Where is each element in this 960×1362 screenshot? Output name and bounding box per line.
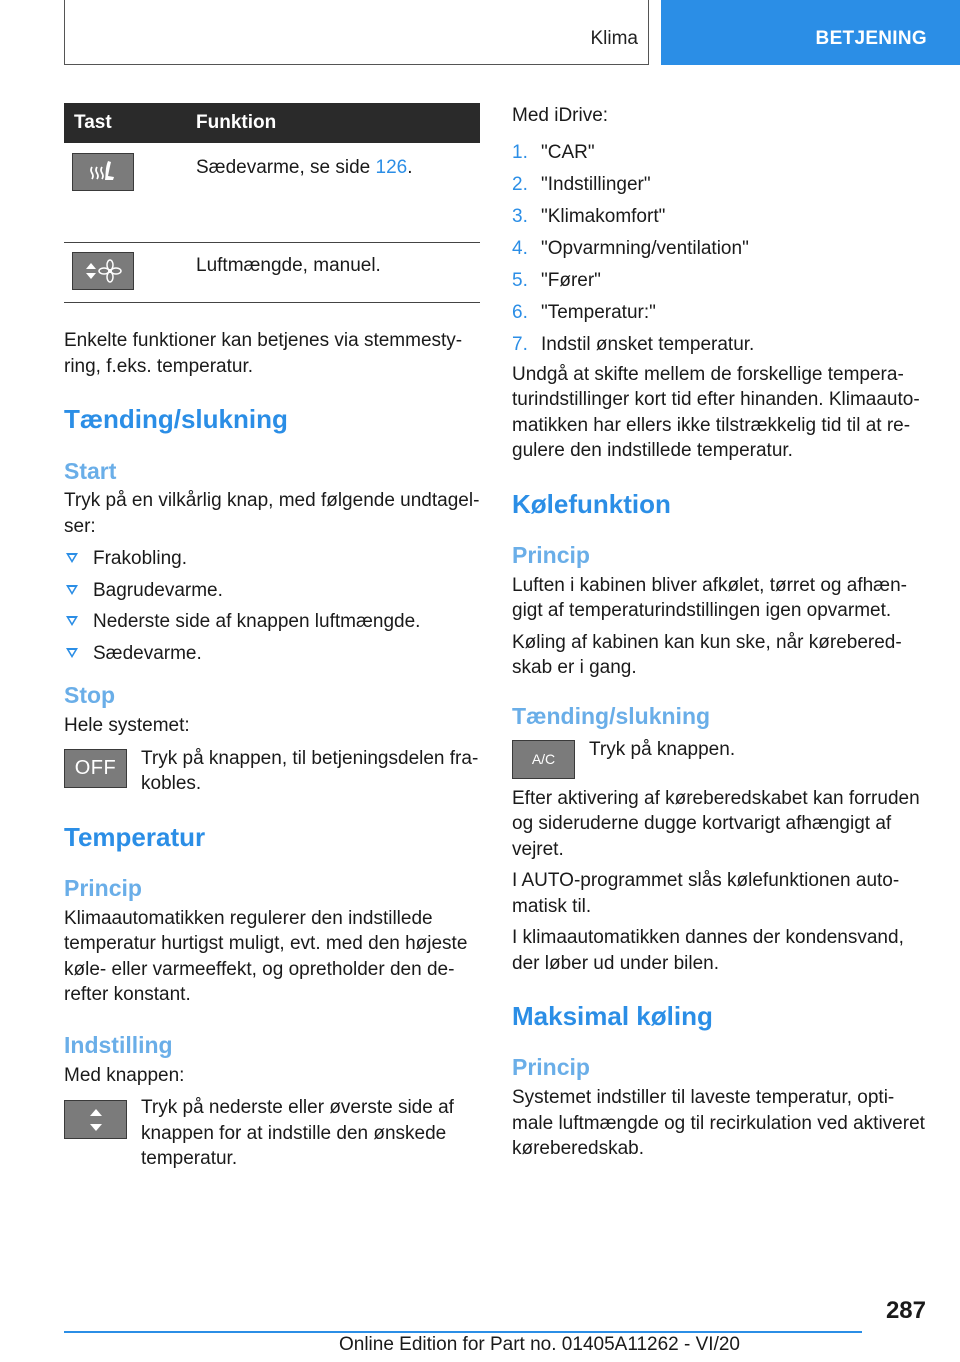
header-chapter-tab	[661, 0, 960, 65]
condensation-text: I klimaautomatikken dannes der kondensvand, der løber ud under bilen.	[512, 927, 904, 974]
table-header-function: Funktion	[196, 112, 277, 133]
heading-temperature: Temperatur	[64, 821, 206, 852]
ac-button-row	[512, 737, 928, 781]
list-item: 1. "CAR"	[512, 141, 595, 163]
table-header-key: Tast	[74, 112, 112, 133]
start-text: Tryk på en vilkårlig knap, med følgende undtagel-ser:	[64, 490, 480, 537]
off-button-row	[64, 746, 480, 797]
after-activation-text: Efter aktivering af køreberedskabet kan forruden og sideruderne dugge kortvarigt afhængigt af vejret.	[512, 787, 920, 860]
cooling-condition-text: Køling af kabinen kan kun ske, når kørebered-skab er i gang.	[512, 631, 902, 678]
stop-button-text: Tryk på knappen, til betjeningsdelen fra-kobles.	[141, 747, 479, 794]
header-frame	[64, 0, 649, 65]
heading-principle: Princip	[512, 1054, 590, 1080]
heading-stop: Stop	[64, 682, 116, 708]
ac-key-icon: A/C	[512, 740, 575, 779]
header-section-title: Klima	[590, 28, 638, 49]
table-header	[64, 103, 480, 143]
triangle-bullet-icon	[66, 616, 78, 626]
seat-heating-text: Sædevarme, se side	[196, 157, 376, 178]
triangle-bullet-icon	[66, 553, 78, 563]
heading-max-cooling: Maksimal køling	[512, 1001, 713, 1031]
idrive-intro: Med iDrive:	[512, 105, 609, 126]
exceptions-list	[64, 546, 480, 666]
principle-text: Klimaautomatikken regulerer den indstillede temperatur hurtigst muligt, evt. med den højeste køle- eller varmeeffekt, og opretholder den de-refter konstant.	[64, 907, 468, 1005]
max-cooling-text: Systemet indstiller til laveste temperatur, opti-male luftmængde og til recirkulation ved aktiveret køreberedskab.	[512, 1087, 925, 1159]
list-item: 7. Indstil ønsket temperatur.	[512, 333, 755, 355]
list-item: Frakobling.	[64, 546, 480, 572]
table-row	[64, 243, 480, 303]
list-item: 6. "Temperatur:"	[512, 301, 656, 323]
heading-setting: Indstilling	[64, 1031, 173, 1058]
stop-text: Hele systemet:	[64, 715, 190, 736]
table-row: Sædevarme, se side 126.	[64, 143, 480, 243]
footer-edition: Online Edition for Part no. 01405A11262 - VI/20	[338, 1334, 740, 1355]
temperature-button-row	[64, 1095, 480, 1172]
air-volume-text: Luftmængde, manuel.	[196, 255, 381, 276]
page-number: 287	[885, 1297, 926, 1324]
list-item: Nederste side af knappen luftmængde.	[64, 609, 480, 635]
header-chapter-title: BETJENING	[815, 28, 927, 49]
auto-program-text: I AUTO-programmet slås kølefunktionen auto-matisk til.	[512, 870, 900, 917]
cooling-principle-text: Luften i kabinen bliver afkølet, tørret og afhæn-gigt af temperaturindstillingen igen opvarmet.	[512, 574, 907, 621]
list-item: Bagrudevarme.	[64, 578, 480, 604]
avoid-switching-text: Undgå at skifte mellem de forskellige tempera-turindstillinger kort tid efter hinanden. Klimaauto-matikken har ellers ikke tilstrækkelig tid til at re-gulere den indstillede temperatur.	[512, 363, 920, 461]
temperature-up-down-icon	[64, 1100, 127, 1139]
heading-cooling: Kølefunktion	[512, 488, 671, 519]
list-item: 3. "Klimakomfort"	[512, 205, 666, 227]
list-item: Sædevarme.	[64, 641, 480, 667]
heading-on-off: Tænding/slukning	[64, 404, 288, 434]
triangle-bullet-icon	[66, 585, 78, 595]
triangle-bullet-icon	[66, 648, 78, 658]
list-item: 5. "Fører"	[512, 269, 601, 291]
heading-on-off-cooling: Tænding/slukning	[512, 702, 711, 729]
list-item: 4. "Opvarmning/ventilation"	[512, 237, 749, 259]
left-column	[64, 103, 480, 1172]
setting-button-text: Tryk på nederste eller øverste side af knappen for at indstille den ønskede temperatur.	[141, 1097, 454, 1169]
voice-control-text: Enkelte funktioner kan betjenes via stemmesty-ring, f.eks. temperatur.	[64, 330, 463, 377]
setting-text: Med knappen:	[64, 1064, 185, 1086]
heading-start: Start	[64, 458, 117, 484]
ac-button-text: Tryk på knappen.	[589, 738, 736, 760]
seat-heating-icon	[72, 153, 134, 191]
heading-principle: Princip	[512, 541, 590, 568]
list-item: 2. "Indstillinger"	[512, 173, 651, 195]
heading-principle: Princip	[64, 874, 142, 901]
footer-divider	[64, 1331, 862, 1333]
fan-air-volume-icon	[72, 252, 134, 290]
function-table	[64, 103, 480, 303]
page-link-126[interactable]: 126	[375, 157, 408, 178]
off-key-icon: OFF	[64, 749, 127, 788]
idrive-steps-list	[512, 140, 928, 358]
right-column	[512, 103, 928, 1162]
